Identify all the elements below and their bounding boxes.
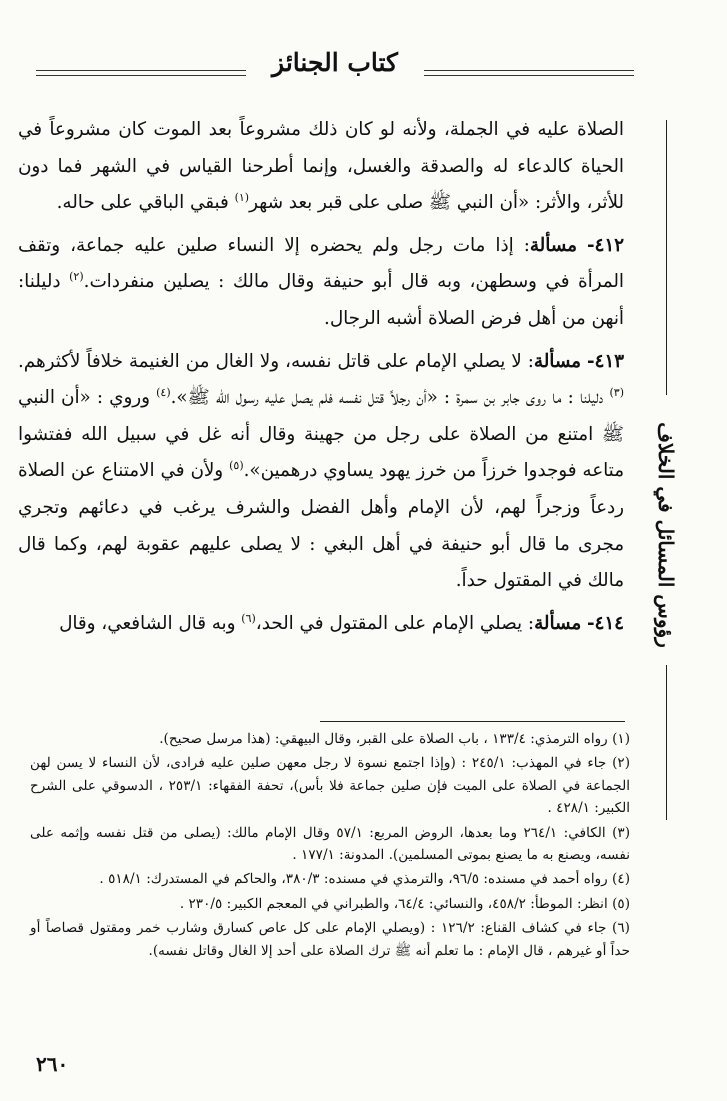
footnote-ref[interactable]: (٦) bbox=[241, 611, 256, 625]
footnotes bbox=[30, 728, 630, 964]
line: للأثر، والأثر: «أن النبي ﷺ صلى على قبر بعد شهر bbox=[249, 192, 624, 214]
paragraph-continuation bbox=[18, 112, 624, 222]
issue-text: وروي : «أن النبي ﷺ امتنع من الصلاة على رجل من جهينة وقال أنه غل في سبيل الله ففتشوا متاعه فوجدوا خرزاً من خرز يهود يساوي درهمين». bbox=[18, 387, 624, 482]
footnote-ref[interactable]: (٤) bbox=[156, 386, 171, 400]
side-rule-bottom bbox=[666, 665, 667, 820]
issue-text: : لا يصلي الإمام على قاتل نفسه، ولا الغال من الغنيمة خلافاً لأكثرهم. bbox=[18, 350, 534, 372]
issue-label: مسألة bbox=[533, 350, 581, 372]
issue-text: دليلنا: أنهن من أهل فرض الصلاة أشبه الرجال. bbox=[18, 271, 624, 329]
issue-label: مسألة bbox=[534, 612, 582, 634]
side-rule-top bbox=[666, 120, 667, 395]
footnote-separator bbox=[320, 721, 625, 722]
footnote-5: (٥) انظر: الموطأ: ٤٥٨/٢، والنسائي: ٦٤/٤، والطبراني في المعجم الكبير: ٢٣٠/٥ . bbox=[179, 895, 630, 912]
header-rule-left bbox=[36, 70, 246, 76]
line: الحياة كالدعاء له والصدقة والغسل، وإنما أطرحنا القياس في الشهر فما دون bbox=[18, 155, 624, 177]
issue-text: وبه قال الشافعي، وقال bbox=[59, 612, 242, 634]
issue-414 bbox=[18, 606, 624, 643]
footnote-6: (٦) جاء في كشاف القناع: ١٢٦/٢ : (ويصلي الإمام على كل عاص كسارق وشارب خمر ومقتول قصاصاً أو حداً أو غيرهم ، قال الإمام : ما تعلم أنه ﷺ ترك الصلاة على أحد إلا الغال وقاتل نفسه). bbox=[30, 920, 630, 959]
line: فبقي الباقي على حاله. bbox=[56, 192, 235, 214]
issue-text: : إذا مات رجل ولم يحضره إلا النساء صلين عليه جماعة، وتقف المرأة في وسطهن، وبه قال أبو حنيفة وقال مالك : يصلين منفردات. bbox=[18, 234, 624, 293]
footnote-4: (٤) رواه أحمد في مسنده: ٩٦/٥، والترمذي في مسنده: ٣٨٠/٣، والحاكم في المستدرك: ٥١٨/١ . bbox=[99, 871, 630, 888]
footnote-1: (١) رواه الترمذي: ١٣٣/٤ ، باب الصلاة على القبر، وقال البيهقي: (هذا مرسل صحيح). bbox=[159, 731, 630, 747]
issue-text: ولأن في الامتناع عن الصلاة ردعاً وزجراً لهم، لأن الإمام وأهل الفضل والشرف يرغب في دعائهم وتجري مجرى ما قال أبو حنيفة في أهل البغي : لا يصلى عليهم عقوبة لهم، وكما قال مالك في المقتول حداً. bbox=[18, 460, 624, 592]
footnote-2: (٢) جاء في المهذب: ٢٤٥/١ : (وإذا اجتمع نسوة لا رجل معهن صلين عليه فرادى، لأن النساء لا يسن لهن الجماعة في الصلاة على الميت فإن صلين جماعة فلا بأس)، تحفة الفقهاء: ٢٥٣/١ ، الدسوقي على الشرح الكبير: ٤٢٨/١ . bbox=[30, 755, 630, 817]
page-header bbox=[0, 46, 727, 86]
issue-413 bbox=[18, 344, 624, 600]
page-number: ٢٦٠ bbox=[36, 1052, 69, 1076]
footnote-ref[interactable]: (٣) bbox=[609, 386, 624, 400]
issue-number: ٤١٢- bbox=[586, 234, 624, 256]
issue-text: دليلنا : ما روى جابر بن سمرة : «أن رجلاً قتل نفسه فلم يصل عليه رسول الله ﷺ». bbox=[170, 387, 610, 409]
issue-text: : يصلي الإمام على المقتول في الحد، bbox=[255, 612, 535, 634]
footnote-3: (٣) الكافي: ٢٦٤/١ وما بعدها، الروض المربع: ٥٧/١ وقال الإمام مالك: (يصلى من قتل نفسه وإثمه على نفسه، ويصنع به ما يصنع بموتى المسلمين). المدونة: ١٧٧/١ . bbox=[30, 824, 631, 864]
side-running-title bbox=[636, 120, 696, 680]
side-title-text: رؤوس المسائل في الخلاف bbox=[654, 422, 678, 648]
issue-label: مسألة bbox=[529, 234, 577, 256]
footnote-ref[interactable]: (٢) bbox=[69, 270, 84, 284]
issue-number: ٤١٣- bbox=[586, 350, 625, 372]
footnote-ref[interactable]: (٥) bbox=[229, 459, 244, 473]
chapter-title: كتاب الجنائز bbox=[272, 48, 398, 77]
footnote-ref[interactable]: (١) bbox=[234, 191, 250, 205]
main-text bbox=[18, 112, 624, 648]
line: الصلاة عليه في الجملة، ولأنه لو كان ذلك مشروعاً بعد الموت كان مشروعاً في bbox=[18, 119, 624, 140]
issue-412 bbox=[18, 228, 624, 338]
issue-number: ٤١٤- bbox=[586, 612, 624, 634]
header-rule-right bbox=[424, 70, 634, 76]
